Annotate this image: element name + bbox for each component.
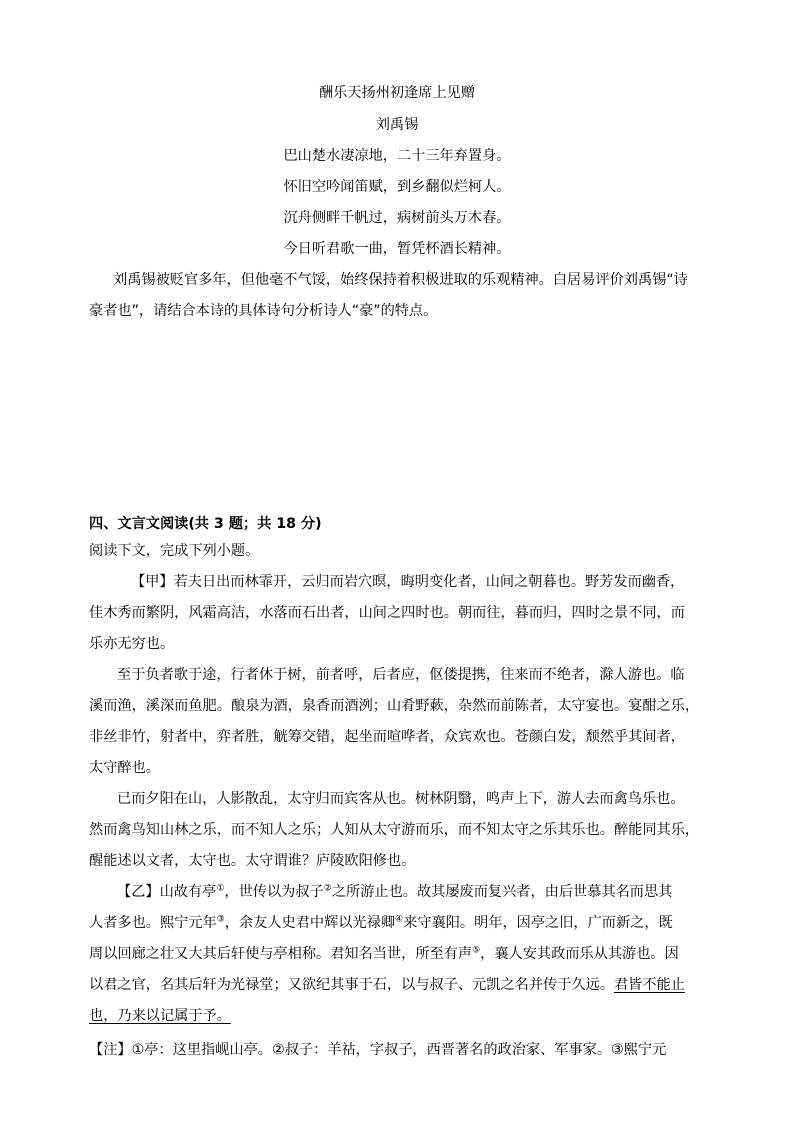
jia-line-6: 非丝非竹，射者中，弈者胜，觥筹交错，起坐而喧哗者，众宾欢也。苍颜白发，颓然乎其间者，	[89, 729, 685, 745]
question-line-2: 豪者也”，请结合本诗的具体诗句分析诗人“豪”的特点。	[89, 303, 438, 319]
jia-line-3: 乐亦无穷也。	[89, 636, 175, 652]
poem-title: 酬乐天扬州初逢席上见赠	[318, 85, 476, 101]
jia-line-2: 佳木秀而繁阴，风霜高洁，水落而石出者，山间之四时也。朝而往，暮而归，四时之景不同，而	[89, 605, 685, 621]
annotation-note: 【注】①亭：这里指岘山亭。②叔子：羊祜，字叔子，西晋著名的政治家、军事家。③熙宁元	[89, 1042, 667, 1058]
jia-line-9: 然而禽鸟知山林之乐，而不知人之乐；人知从太守游而乐，而不知太守之乐其乐也。醉能同其乐，	[89, 822, 700, 838]
yi-line-5	[89, 1006, 231, 1026]
jia-line-5: 溪而渔，溪深而鱼肥。酿泉为酒，泉香而酒洌；山肴野蔌，杂然而前陈者，太守宴也。宴酣之乐，	[89, 698, 700, 714]
yi-line-4: 以君之官，名其后轩为光禄堂；又欲纪其事于石，以与叔子、元凯之名并传于久远。君皆不能止	[89, 977, 685, 993]
poem-line-4: 今日听君歌一曲，暂凭杯酒长精神。	[283, 241, 511, 257]
poem-line-2: 怀旧空吟闻笛赋，到乡翻似烂柯人。	[283, 179, 511, 195]
yi-line-3: 周以回廊之壮又大其后轩使与亭相称。君知名当世，所至有声⑤，襄人安其政而乐从其游也。因	[89, 945, 679, 962]
poem-author: 刘禹锡	[375, 117, 419, 133]
underlined-sentence-part-1: 君皆不能止	[613, 977, 685, 993]
jia-line-1: 【甲】若夫日出而林霏开，云归而岩穴暝，晦明变化者，山间之朝暮也。野芳发而幽香，	[131, 574, 685, 590]
poem-line-3: 沉舟侧畔千帆过，病树前头万木春。	[283, 210, 511, 226]
section-instruction: 阅读下文，完成下列小题。	[89, 543, 260, 559]
poem-line-1: 巴山楚水凄凉地，二十三年弃置身。	[283, 148, 511, 164]
jia-line-4: 至于负者歌于途，行者休于树，前者呼，后者应，伛偻提携，往来而不绝者，滁人游也。临	[117, 667, 685, 683]
question-line-1: 刘禹锡被贬官多年，但他毫不气馁，始终保持着积极进取的乐观精神。白居易评价刘禹锡“诗	[113, 272, 688, 288]
jia-line-8: 已而夕阳在山，人影散乱，太守归而宾客从也。树林阴翳，鸣声上下，游人去而禽鸟乐也。	[117, 791, 685, 807]
jia-line-10: 醒能述以文者，太守也。太守谓谁？庐陵欧阳修也。	[89, 853, 416, 869]
yi-line-1: 【乙】山故有亭①，世传以为叔子②之所游止也。故其屡废而复兴者，由后世慕其名而思其	[117, 883, 673, 900]
section-heading: 四、文言文阅读(共 3 题；共 18 分)	[89, 516, 322, 532]
underlined-sentence-part-2: 也，乃来以记属于予。	[89, 1008, 231, 1024]
jia-line-7: 太守醉也。	[89, 760, 160, 776]
yi-line-2: 人者多也。熙宁元年③，余友人史君中辉以光禄卿④来守襄阳。明年，因亭之旧，广而新之，既	[89, 914, 673, 931]
